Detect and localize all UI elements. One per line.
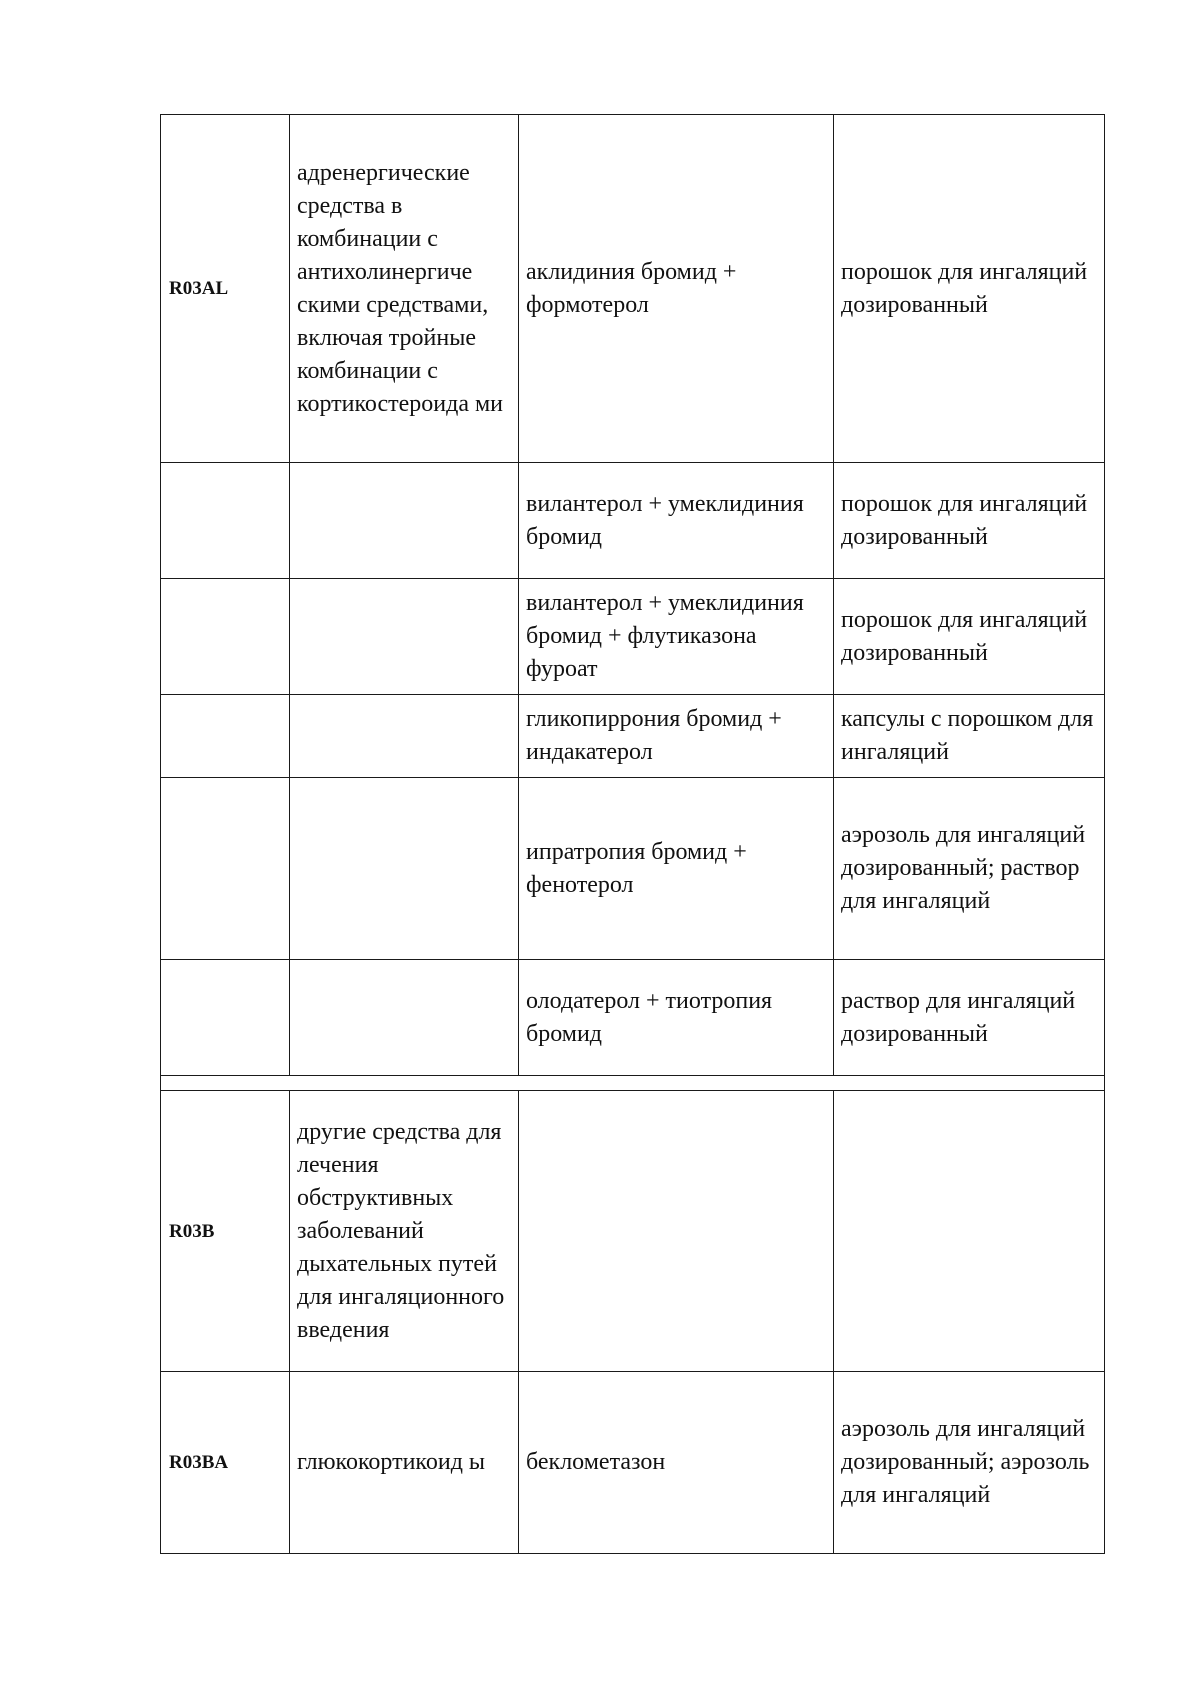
table-row xyxy=(161,695,1105,778)
group-name-cell xyxy=(290,579,519,695)
drug-name-cell xyxy=(519,1091,834,1372)
table-row xyxy=(161,115,1105,463)
table-row xyxy=(161,463,1105,579)
drug-classification-table xyxy=(160,114,1105,1554)
dosage-form-cell: порошок для ингаляций дозированный xyxy=(834,115,1105,463)
table-row xyxy=(161,579,1105,695)
table-row xyxy=(161,778,1105,960)
dosage-form-cell: раствор для ингаляций дозированный xyxy=(834,960,1105,1076)
dosage-form-cell: порошок для ингаляций дозированный xyxy=(834,463,1105,579)
drug-name-cell: гликопиррония бромид + индакатерол xyxy=(519,695,834,778)
group-name-cell: другие средства для лечения обструктивных заболеваний дыхательных путей для ингаляционного введения xyxy=(290,1091,519,1372)
group-name-cell xyxy=(290,463,519,579)
drug-name-cell: олодатерол + тиотропия бромид xyxy=(519,960,834,1076)
group-name-cell xyxy=(290,960,519,1076)
atc-code-cell: R03AL xyxy=(161,115,290,463)
atc-code-cell xyxy=(161,778,290,960)
table-spacer-row xyxy=(161,1076,1105,1091)
drug-name-cell: ипратропия бромид + фенотерол xyxy=(519,778,834,960)
atc-code-cell: R03B xyxy=(161,1091,290,1372)
spacer-cell xyxy=(161,1076,1105,1091)
atc-code-cell xyxy=(161,960,290,1076)
atc-code-cell xyxy=(161,695,290,778)
dosage-form-cell: капсулы с порошком для ингаляций xyxy=(834,695,1105,778)
atc-code-cell: R03BA xyxy=(161,1372,290,1554)
dosage-form-cell: порошок для ингаляций дозированный xyxy=(834,579,1105,695)
group-name-cell xyxy=(290,778,519,960)
drug-name-cell: беклометазон xyxy=(519,1372,834,1554)
drug-name-cell: аклидиния бромид + формотерол xyxy=(519,115,834,463)
group-name-cell xyxy=(290,695,519,778)
dosage-form-cell: аэрозоль для ингаляций дозированный; раствор для ингаляций xyxy=(834,778,1105,960)
table-row xyxy=(161,1372,1105,1554)
group-name-cell: адренергические средства в комбинации с антихолинергиче скими средствами, включая тройные комбинации с кортикостероида ми xyxy=(290,115,519,463)
dosage-form-cell xyxy=(834,1091,1105,1372)
atc-code-cell xyxy=(161,579,290,695)
table-row xyxy=(161,1091,1105,1372)
drug-name-cell: вилантерол + умеклидиния бромид + флутиказона фуроат xyxy=(519,579,834,695)
drug-name-cell: вилантерол + умеклидиния бромид xyxy=(519,463,834,579)
group-name-cell: глюкокортикоид ы xyxy=(290,1372,519,1554)
atc-code-cell xyxy=(161,463,290,579)
table-row xyxy=(161,960,1105,1076)
dosage-form-cell: аэрозоль для ингаляций дозированный; аэрозоль для ингаляций xyxy=(834,1372,1105,1554)
